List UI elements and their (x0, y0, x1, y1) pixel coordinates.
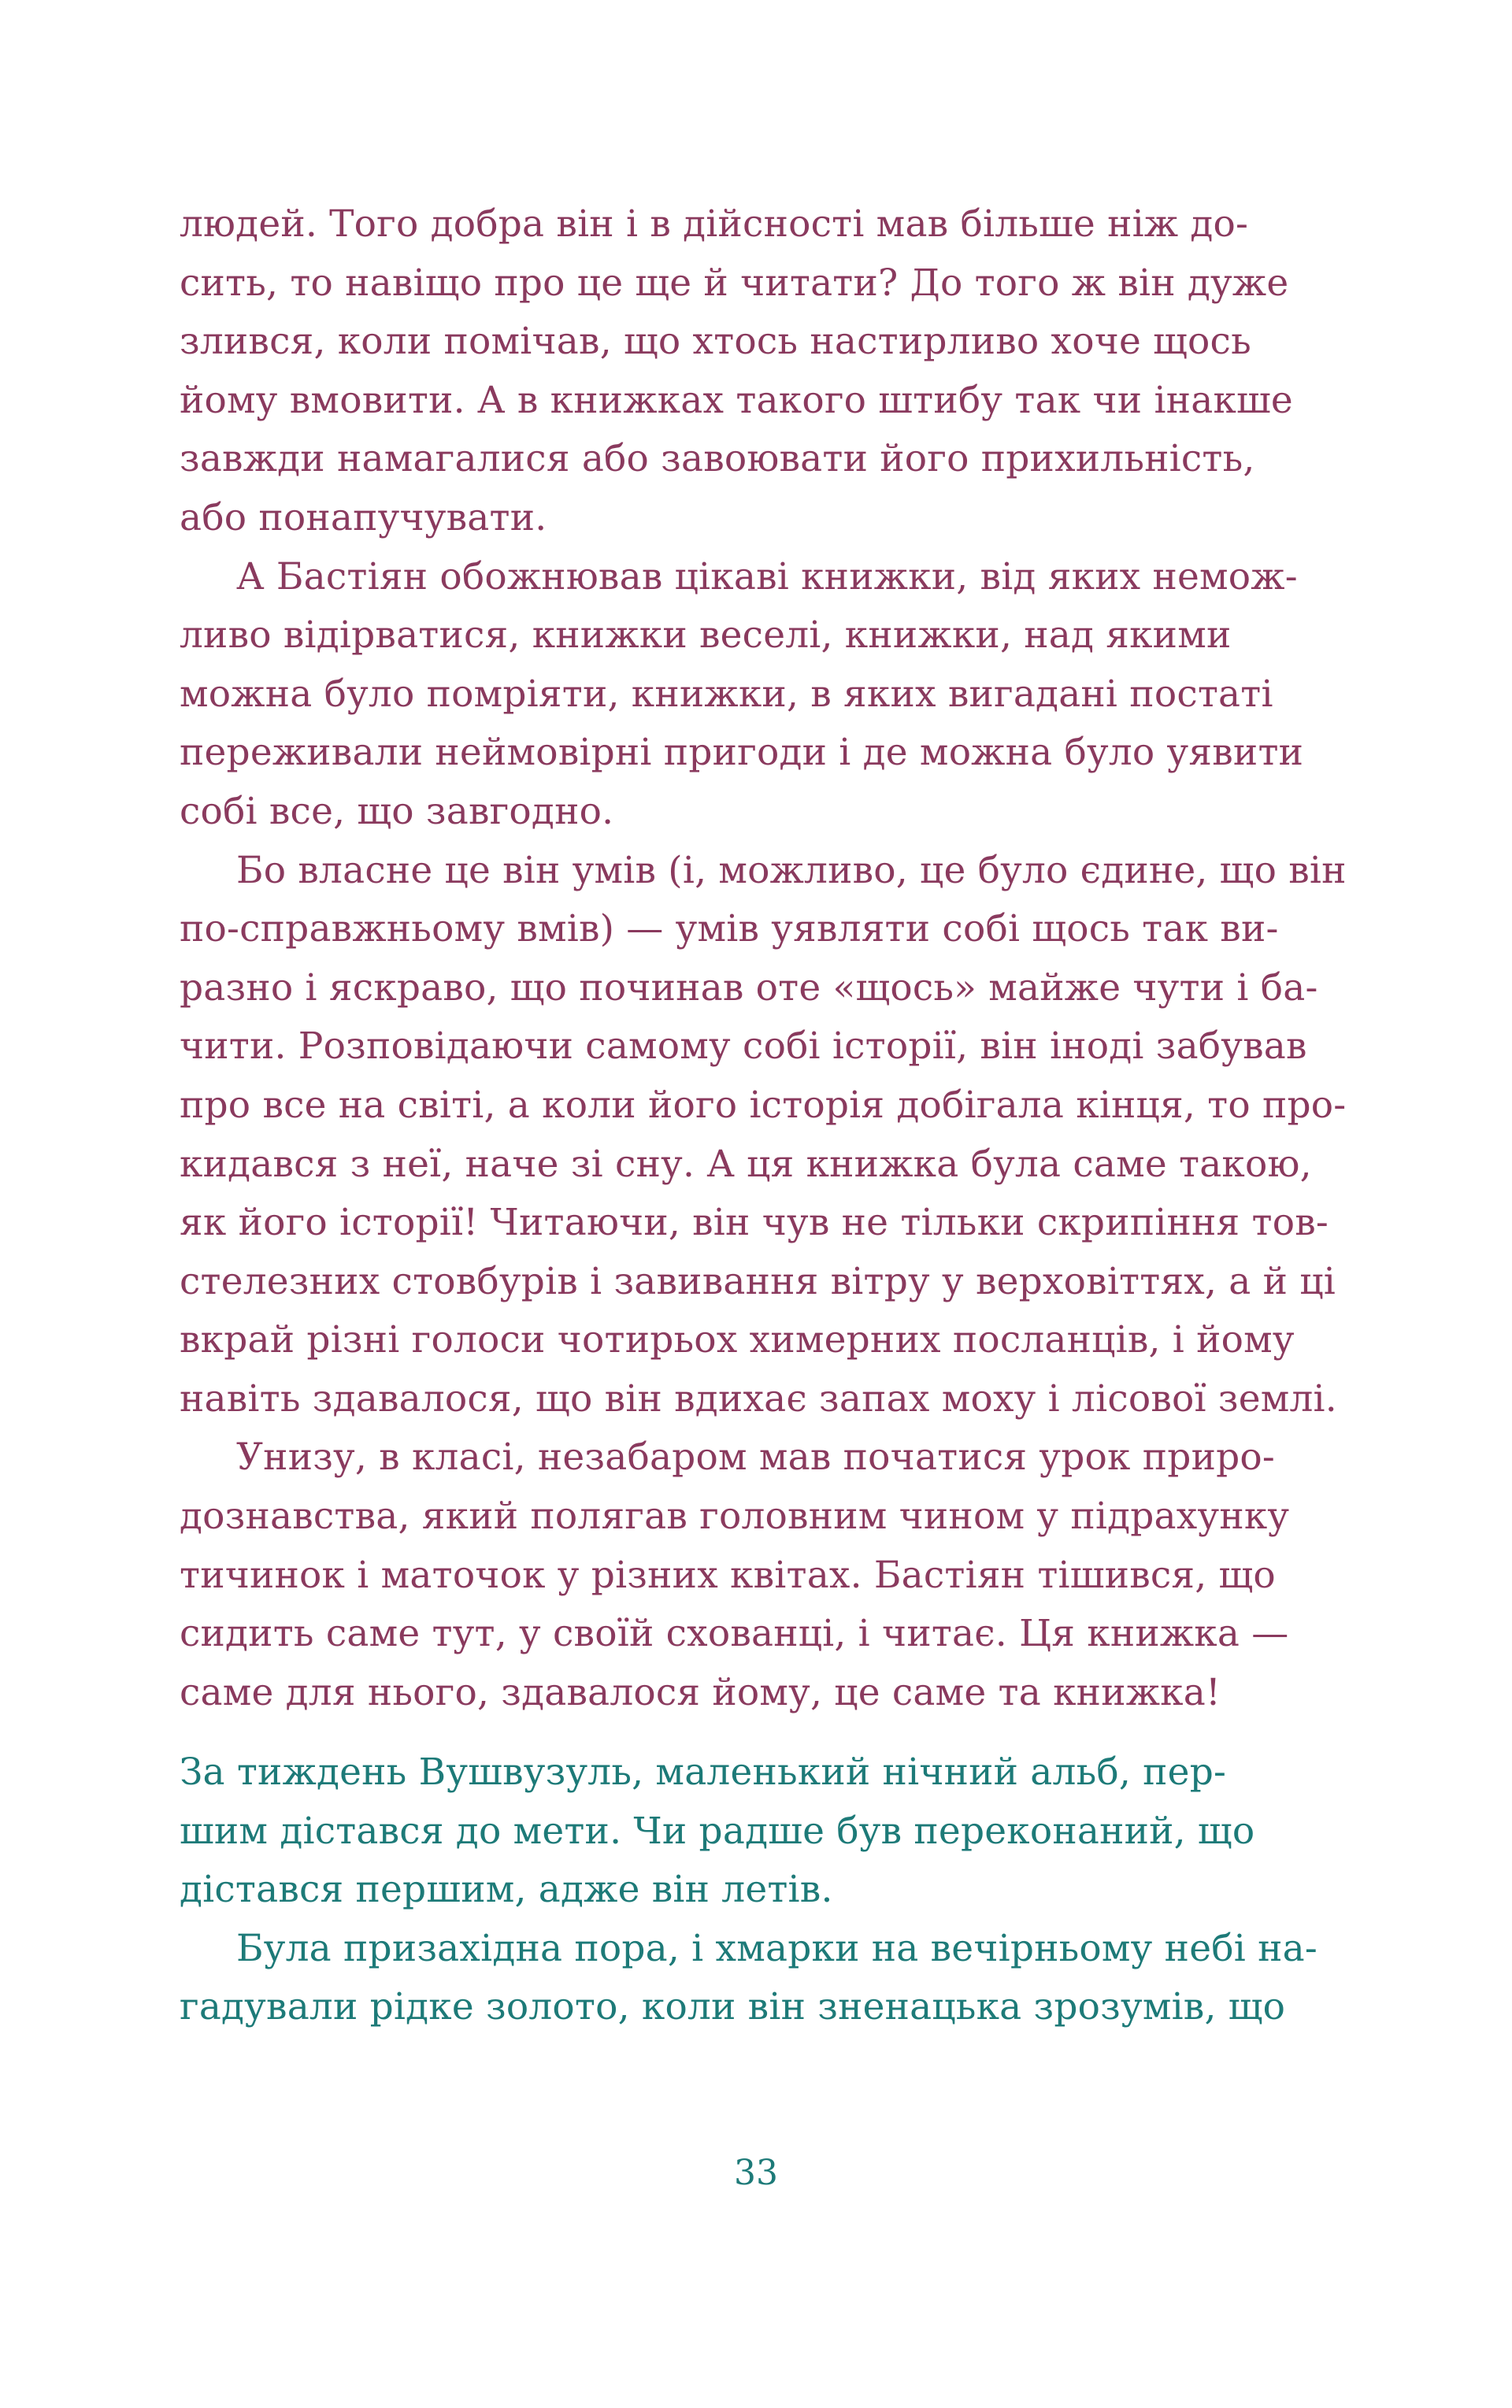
story-text-block-bastian (180, 195, 1347, 1722)
text-line: навіть здавалося, що він вдихає запах моху і лісової землі. (180, 1376, 1337, 1421)
paragraph (180, 842, 1347, 1429)
text-line: А Бастіян обожнював цікаві книжки, від яких немож- (236, 554, 1298, 598)
text-line: Унизу, в класі, незабаром мав початися урок приро- (236, 1436, 1275, 1480)
text-line: дістався першим, адже він летів. (180, 1868, 833, 1912)
text-line: як його історії! Читаючи, він чув не тільки скрипіння тов- (180, 1201, 1329, 1245)
text-line: разно і яскраво, що починав оте «щось» майже чути і ба- (180, 965, 1318, 1010)
text-line: кидався з неї, наче зі сну. А ця книжка була саме такою, (180, 1142, 1312, 1186)
paragraph (180, 1920, 1332, 2037)
text-line: собі все, що завгодно. (180, 789, 614, 833)
text-line: йому вмовити. А в книжках такого штибу так чи інакше (180, 378, 1293, 422)
text-line: гадували рідке золото, коли він зненацька зрозумів, що (180, 1985, 1286, 2029)
text-line: по-справжньому вмів) — умів уявляти собі щось так ви- (180, 907, 1279, 951)
text-line: Була призахідна пора, і хмарки на вечірньому небі на- (236, 1926, 1317, 1970)
paragraph (180, 548, 1332, 842)
text-line: сить, то навіщо про це ще й читати? До того ж він дуже (180, 261, 1289, 305)
page-number: 33 (734, 2153, 778, 2193)
text-line: або понапучувати. (180, 495, 547, 539)
text-line: Бо власне це він умів (і, можливо, це було єдине, що він (236, 848, 1347, 892)
text-line: завжди намагалися або завоювати його прихильність, (180, 437, 1255, 481)
text-line: ливо відірватися, книжки веселі, книжки, над якими (180, 613, 1232, 658)
text-line: переживали неймовірні пригоди і де можна було уявити (180, 731, 1304, 775)
text-line: чити. Розповідаючи самому собі історії, він іноді забував (180, 1024, 1307, 1069)
story-text-block-fantastica (180, 1743, 1332, 2037)
paragraph (180, 195, 1332, 548)
text-line: тичинок і маточок у різних квітах. Бастіян тішився, що (180, 1553, 1276, 1597)
text-line: можна було помріяти, книжки, в яких вигадані постаті (180, 672, 1273, 716)
text-line: саме для нього, здавалося йому, це саме та книжка! (180, 1670, 1221, 1714)
text-line: стелезних стовбурів і завивання вітру у верховіттях, а й ці (180, 1259, 1336, 1303)
text-line: сидить саме тут, у своїй схованці, і читає. Ця книжка — (180, 1612, 1289, 1656)
text-line: За тиждень Вушвузуль, маленький нічний альб, пер- (180, 1750, 1227, 1794)
text-line: людей. Того добра він і в дійсності мав більше ніж до- (180, 202, 1249, 246)
text-line: злився, коли помічав, що хтось настирливо хоче щось (180, 320, 1251, 364)
paragraph (180, 1743, 1332, 1920)
text-line: про все на світі, а коли його історія добігала кінця, то про- (180, 1083, 1347, 1127)
text-line: вкрай різні голоси чотирьох химерних посланців, і йому (180, 1318, 1295, 1362)
text-line: дознавства, який полягав головним чином у підрахунку (180, 1495, 1290, 1539)
paragraph (180, 1428, 1332, 1722)
text-line: шим дістався до мети. Чи радше був переконаний, що (180, 1809, 1255, 1853)
